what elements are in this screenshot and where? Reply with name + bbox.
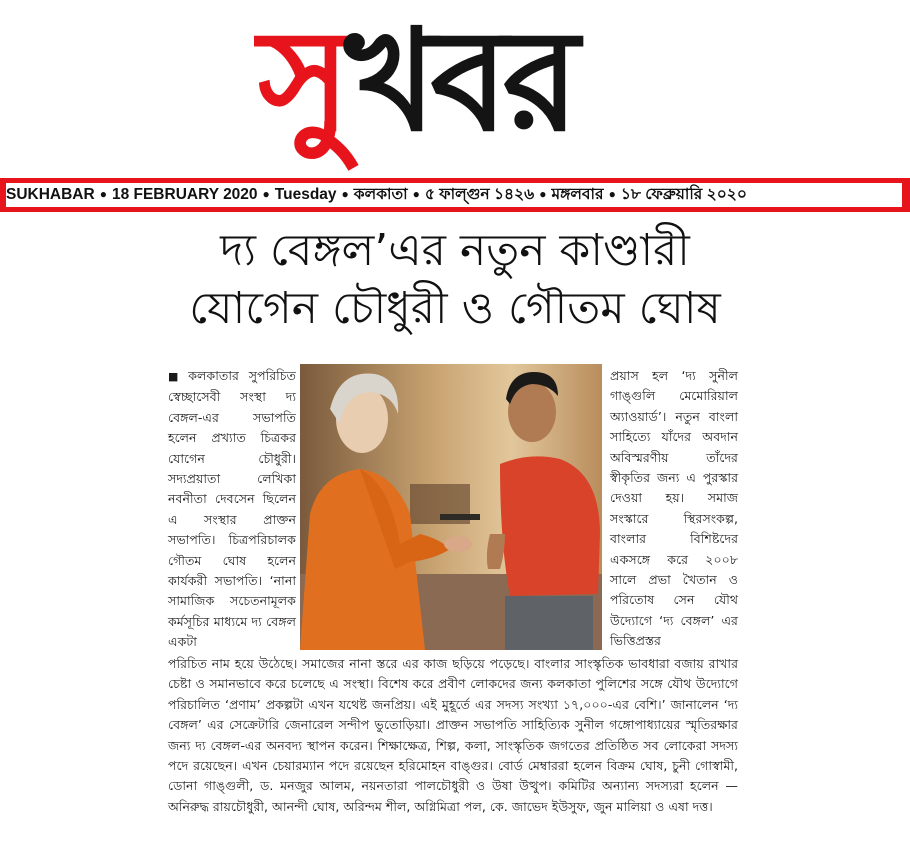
separator-dot-icon: ● bbox=[412, 187, 420, 201]
dateline-item: ১৮ ফেব্রুয়ারি ২০২০ bbox=[620, 186, 747, 203]
dateline-item: Tuesday bbox=[274, 186, 337, 203]
logo-black-part: খবর bbox=[344, 0, 574, 163]
bottom-left-text: পরিচিত নাম হয়ে উঠেছে। সমাজের নানা স্তরে এর কাজ ছড়িয়ে পড়েছে। বাংলার সাংস্কৃতিক ভাবধারা বজায় রাখার চেষ্টা ও সমানভাবে করে চলেছে এ সংস্থা। বিশেষ করে প্রবীণ লোকদের জন্য কলকাতা পুলিশের সঙ্গে যৌথ উদ্যোগে পরিচালিত ‘প্রণাম’ প্রকল্পটা এখন যথেষ্ট জনপ্রিয়। এই মুহূর্তে এর সদস্য সংখ্যা ১৭,০০০-এর বেশি।’ জানালেন ‘দ্য বেঙ্গল’ এর সেক্রেটারি জেনারেল সন্দীপ ভুতোড়িয়া। প্রাক্তন সভাপতি সাহিত্যিক সুনীল গঙ্গোপাধ্যায়ের স্মৃতিরক্ষার জন্য দ্য বেঙ্গল-এর অনবদ্য bbox=[168, 656, 738, 753]
article-left-column bbox=[168, 366, 296, 653]
photo-image bbox=[300, 364, 602, 650]
left-column-text: কলকাতার সুপরিচিত স্বেচ্ছাসেবী সংস্থা দ্য বেঙ্গল-এর সভাপতি হলেন প্রখ্যাত চিত্রকর যোগেন চৌধুরী। সদ্যপ্রয়াতা লেখিকা নবনীতা দেবসেন ছিলেন এ সংস্থার প্রাক্তন সভাপতি। চিত্রপরিচালক গৌতম ঘোষ হলেন কার্যকরী সভাপতি। ‘নানা সামাজিক সচেতনামূলক কর্মসূচির মাধ্যমে দ্য বেঙ্গল একটা bbox=[168, 368, 296, 650]
dateline-item: কলকাতা bbox=[353, 186, 408, 203]
dateline-item: মঙ্গলবার bbox=[551, 186, 604, 203]
dateline-item: 18 FEBRUARY 2020 bbox=[111, 186, 258, 203]
headline-line-2: যোগেন চৌধুরী ও গৌতম ঘোষ bbox=[189, 283, 721, 334]
article-right-column bbox=[610, 366, 738, 652]
bullet-icon: ■ bbox=[168, 370, 185, 383]
newspaper-logo bbox=[258, 0, 573, 170]
dateline-strip bbox=[6, 183, 902, 207]
separator-dot-icon: ● bbox=[539, 187, 547, 201]
bottom-right-text: স্থাপন করেন। শিক্ষাক্ষেত্র, শিল্প, কলা, সাংস্কৃতিক জগতের প্রতিষ্ঠিত সব লোকেরা সদস্য পদে রয়েছেন। এখন চেয়ারম্যান পদে রয়েছেন হরিমোহন বাঙ্গুর। বোর্ড মেম্বাররা হলেন বিক্রম ঘোষ, চুনী গোস্বামী, ডোনা গাঙ্গুলী, ড. মনজুর আলম, নয়নতারা পালচৌধুরী ও উষা উত্থুপ। কমিটির অন্যান্য সদস্যরা হলেন — অনিরুদ্ধ রায়চৌধুরী, আনন্দী ঘোষ, অরিন্দম শীল, অগ্নিমিত্রা পল, কে. জাভেদ ইউসুফ, জুন মালিয়া ও এষা দত্ত। bbox=[168, 737, 738, 814]
article-bottom-block bbox=[168, 654, 738, 817]
article-photo bbox=[300, 364, 602, 650]
headline-line-1: দ্য বেঙ্গল’এর নতুন কাণ্ডারী bbox=[220, 225, 690, 276]
dateline-bar bbox=[0, 178, 910, 212]
headline bbox=[0, 222, 910, 338]
right-column-text: প্রয়াস হল ‘দ্য সুনীল গাঙ্গুলি মেমোরিয়াল অ্যাওয়ার্ড’। নতুন বাংলা সাহিত্যে যাঁদের অবদান অবিস্মরণীয় তাঁদের স্বীকৃতির জন্য এ পুরস্কার দেওয়া হয়। সমাজ সংস্কারে স্থিরসংকল্প, বাংলার বিশিষ্টদের একসঙ্গে করে ২০০৮ সালে প্রভা খৈতান ও পরিতোষ সেন যৌথ উদ্যোগে ‘দ্য বেঙ্গল’ এর ভিত্তিপ্রস্তর bbox=[610, 368, 738, 649]
dateline-item: SUKHABAR bbox=[6, 186, 95, 203]
separator-dot-icon: ● bbox=[99, 187, 107, 201]
separator-dot-icon: ● bbox=[341, 187, 349, 201]
masthead bbox=[0, 0, 910, 176]
separator-dot-icon: ● bbox=[608, 187, 616, 201]
dateline-item: ৫ ফাল্গুন ১৪২৬ bbox=[424, 186, 535, 203]
logo-red-part: সু bbox=[258, 0, 345, 163]
separator-dot-icon: ● bbox=[262, 187, 270, 201]
